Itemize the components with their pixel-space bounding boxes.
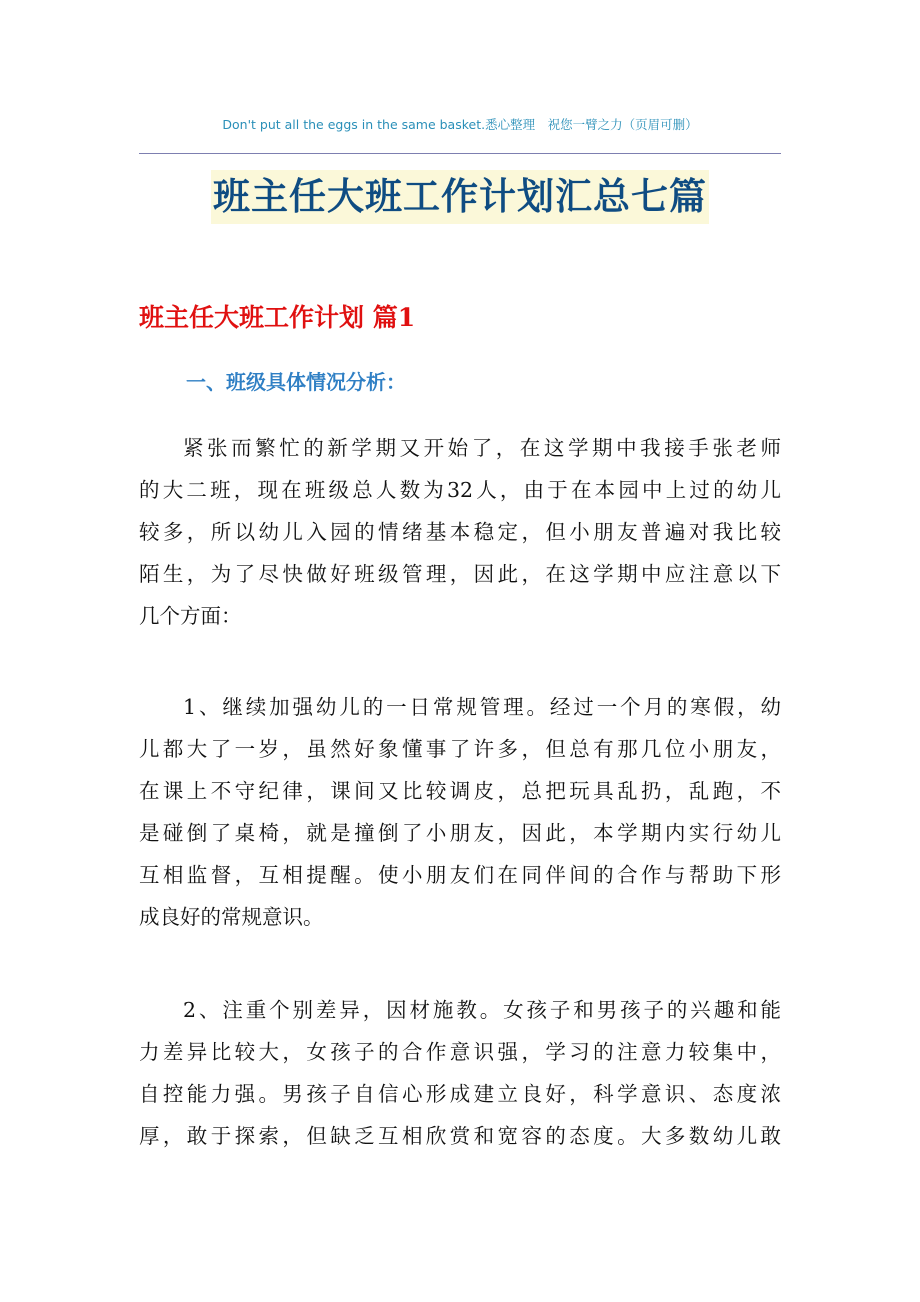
paragraph-line: 较多，所以幼儿入园的情绪基本稳定，但小朋友普遍对我比较 xyxy=(139,520,781,544)
paragraph-line: 的大二班，现在班级总人数为32人，由于在本园中上过的幼儿 xyxy=(139,478,781,502)
paragraph-line: 力差异比较大，女孩子的合作意识强，学习的注意力较集中， xyxy=(139,1040,781,1064)
paragraph-line: 陌生，为了尽快做好班级管理，因此，在这学期中应注意以下 xyxy=(139,562,781,586)
paragraph-line: 自控能力强。男孩子自信心形成建立良好，科学意识、态度浓 xyxy=(139,1082,781,1106)
subheading: 一、班级具体情况分析： xyxy=(186,370,406,394)
document-title: 班主任大班工作计划汇总七篇 xyxy=(211,170,709,224)
paragraph-line: 是碰倒了桌椅，就是撞倒了小朋友，因此，本学期内实行幼儿 xyxy=(139,821,781,845)
paragraph-line: 在课上不守纪律，课间又比较调皮，总把玩具乱扔，乱跑，不 xyxy=(139,779,781,803)
page-header-text: Don't put all the eggs in the same basket.悉心整理 祝您一臂之力（页眉可删） xyxy=(222,117,698,132)
paragraph-3 xyxy=(139,989,781,1157)
paragraph-line: 紧张而繁忙的新学期又开始了，在这学期中我接手张老师 xyxy=(183,436,781,460)
paragraph-line: 厚，敢于探索，但缺乏互相欣赏和宽容的态度。大多数幼儿敢 xyxy=(139,1124,781,1148)
paragraph-line: 儿都大了一岁，虽然好象懂事了许多，但总有那几位小朋友， xyxy=(139,737,781,761)
paragraph-line: 几个方面： xyxy=(139,604,242,628)
paragraph-1 xyxy=(139,427,781,637)
paragraph-line: 成良好的常规意识。 xyxy=(139,905,324,929)
header-divider xyxy=(139,153,781,154)
paragraph-2 xyxy=(139,686,781,938)
paragraph-line: 2、注重个别差异，因材施教。女孩子和男孩子的兴趣和能 xyxy=(183,998,781,1022)
section-heading: 班主任大班工作计划 篇1 xyxy=(139,303,416,332)
paragraph-line: 1、继续加强幼儿的一日常规管理。经过一个月的寒假，幼 xyxy=(183,695,781,719)
paragraph-line: 互相监督，互相提醒。使小朋友们在同伴间的合作与帮助下形 xyxy=(139,863,781,887)
title-container xyxy=(0,170,920,224)
